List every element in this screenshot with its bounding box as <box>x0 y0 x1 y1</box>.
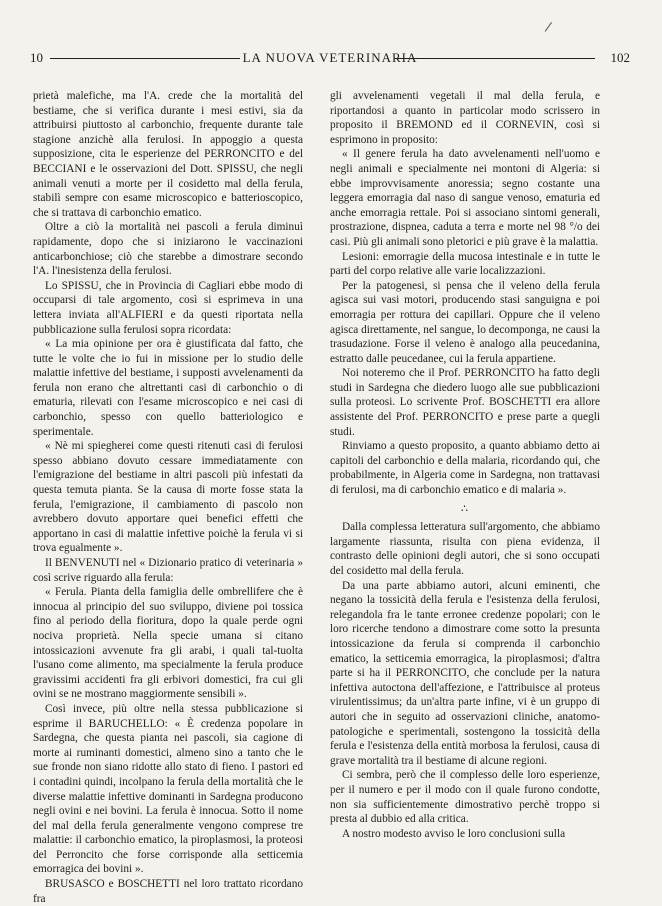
quoted-paragraph: « Nè mi spiegherei come questi ritenuti casi di ferulosi spesso abbiano dovuto cessare immediatamente con l'emigrazione del bestiame in altri pascoli più infestati da questa temuta pianta. Se la causa di morte fosse stata la ferula, l'emigrazione, il cambiamento di pascolo non avrebbero dovuto apportare quei benefici effetti che apportano in casi di malattie infettive poichè la ferula vi si trova egualmente ». <box>33 440 303 555</box>
paragraph: gli avvelenamenti vegetali il mal della ferula, e riportandosi a quanto in particolar modo scrissero in proposito il BREMOND ed il CORNEVIN, così si esprimono in proposito: <box>330 90 600 146</box>
paragraph: Così invece, più oltre nella stessa pubblicazione si esprime il BARUCHELLO: « È credenza popolare in Sardegna, che questa pianta nei pascoli, sia cagione di morte ai ruminanti domestici, almeno sino a tanto che le sue fronde non siano ridotte allo stato di fieno. I pastori ed i contadini quindi, incolpano la ferula della mortalità che le diverse malattie infettive dominanti in Sardegna producono negli ovini e nei bovini. La ferula è innocua. Sotto il nome del mal della ferula generalmente vengono comprese tre malattie: il carbonchio ematico, la piroplasmosi, la proteosi del Perroncito che forse corrisponde alla setticemia emorragica dei bovini ». <box>33 702 303 876</box>
stray-pen-mark: / <box>543 19 553 36</box>
running-header <box>30 50 630 72</box>
paragraph: Lo SPISSU, che in Provincia di Cagliari ebbe modo di occuparsi di tale argomento, così si esprimeva in una lettera inviata all'ALFIERI e da questi riportata nella pubblicazione sulla ferulosi sopra ricordata: <box>33 279 303 336</box>
page-number-left: 10 <box>30 50 43 65</box>
paragraph: Oltre a ciò la mortalità nei pascoli a ferula diminuì rapidamente, dopo che si iniziarono le vaccinazioni anticarbonchiose; ciò che starebbe a dimostrare secondo l'A. l'inesistenza della ferulosi. <box>33 221 303 278</box>
paragraph: Da una parte abbiamo autori, alcuni eminenti, che negano la tossicità della ferula e l'esistenza della ferulosi, relegandola fra le tante erronee credenze popolari; con le loro ricerche tendono a dimostrare come sotto la presunta intossicazione da ferula si comprenda il carbonchio ematico, la setticemia emorragica, la piroplasmosi; d'altra parte si ha il PERRONCITO, che conclude per la natura infettiva autoctona dell'affezione, e l'attribuisce al proteus virulentissimus; da un'altra parte infine, vi è un gruppo di autori che in seguito ad osservazioni cliniche, anatomo-patologiche e sperimentali, sostengono la tossicità della ferula e l'esistenza della entità morbosa la ferulosi, causa di grave mortalità tra il bestiame di alcune regioni. <box>330 579 600 767</box>
paragraph: Ci sembra, però che il complesso delle loro esperienze, per il numero e per il modo con il quale furono condotte, non sia sufficientemente dimostrativo perchè troppo si presta al dubbio ed alla critica. <box>330 769 600 826</box>
quoted-paragraph: « Il genere ferula ha dato avvelenamenti nell'uomo e negli animali e specialmente nei montoni di Algeria: si ebbe improvvisamente anoressia; segno costante una leggera emorragia dal naso di sangue venoso, ematuria ed anche emorragia rettale. Poi si associano sintomi generali, prostrazione, dispnea, caduta a terra e morte nel 98 °/o dei casi. Più gli animali sono pletorici e più grave è la malattia. <box>330 148 600 248</box>
paragraph: BRUSASCO e BOSCHETTI nel loro trattato ricordano fra <box>33 878 303 905</box>
quoted-paragraph: « Ferula. Pianta della famiglia delle ombrellifere che è innocua al principio del suo sviluppo, diviene poi tossica fino al periodo della fioritura, dopo la quale perde ogni nociva proprietà. Nella specie umana si citano intossicazioni avvenute fra gli arabi, i quali tal-tuolta l'usano come alimento, ma specialmente la ferula produce gravissimi accidenti fra gli erbivori domestici, fra cui gli ovini se ne mostrano maggiormente sensibili ». <box>33 586 303 701</box>
journal-title: LA NUOVA VETERINARIA <box>242 50 418 65</box>
paragraph: A nostro modesto avviso le loro conclusioni sulla <box>342 827 566 840</box>
paragraph: Lesioni: emorragie della mucosa intestinale e in tutte le parti del corpo relative alle varie localizzazioni. <box>330 250 600 278</box>
page-number-right: 102 <box>610 50 630 65</box>
paragraph: Rinviamo a questo proposito, a quanto abbiamo detto ai capitoli del carbonchio e della malaria, ricordando qui, che probabilmente, in Algeria come in Sardegna, non trattavasi di ferulosi, ma di carbonchio ematico e di malaria ». <box>330 440 600 497</box>
paragraph: Per la patogenesi, si pensa che il veleno della ferula agisca sui vasi motori, producendo stasi sanguigna e poi emorragia per rottura dei capillari. Oppure che il veleno agisca direttamente, nel sangue, lo decomponga, ne causi la trasudazione. Forse il veleno è analogo alla peucedanina, estratto dalle peucedanee, cui la ferula appartiene. <box>330 279 600 365</box>
paragraph: Il BENVENUTI nel « Dizionario pratico di veterinaria » così scrive riguardo alla ferula: <box>33 557 303 584</box>
quoted-paragraph: « La mia opinione per ora è giustificata dal fatto, che tutte le volte che io fui in missione per lo studio delle malattie infettive del bestiame, i supposti avvelenamenti da ferula non erano che altrettanti casi di carbonchio o di ematuria, rilevati con l'esame microscopico e nei casi di carbonchio, spesso con quello batteriologico e sperimentale. <box>33 338 303 438</box>
paragraph: Dalla complessa letteratura sull'argomento, che abbiamo largamente riassunta, risulta con piena evidenza, il contrasto delle opinioni degli autori, che si sono occupati del cosidetto mal della ferula. <box>330 521 600 577</box>
paragraph: prietà malefiche, ma l'A. crede che la mortalità del bestiame, che si verifica durante i mesi estivi, sia da attribuirsi piuttosto al carbonchio, frequente durante tale stagione anzichè alla ferulosi. In appoggio a questa supposizione, cita le esperienze del PERRONCITO e del BECCIANI e le osservazioni del Dott. SPISSU, che negli animali venuti a morte per il cosidetto mal della ferula, stabilì sempre con esame microscopico e batterioscopico, che si trattava di carbonchio ematico. <box>33 90 303 219</box>
text-column-right <box>330 89 600 841</box>
text-column-left <box>33 89 303 906</box>
header-rule-right <box>395 58 595 59</box>
section-asterism: ∴ <box>461 502 469 515</box>
paragraph: Noi noteremo che il Prof. PERRONCITO ha fatto degli studi in Sardegna che diedero luogo alle sue pubblicazioni sulla proteosi. Lo scrivente Prof. BOSCHETTI era allore assistente del Prof. PERRONCITO e prese parte a quegli studi. <box>330 367 600 438</box>
